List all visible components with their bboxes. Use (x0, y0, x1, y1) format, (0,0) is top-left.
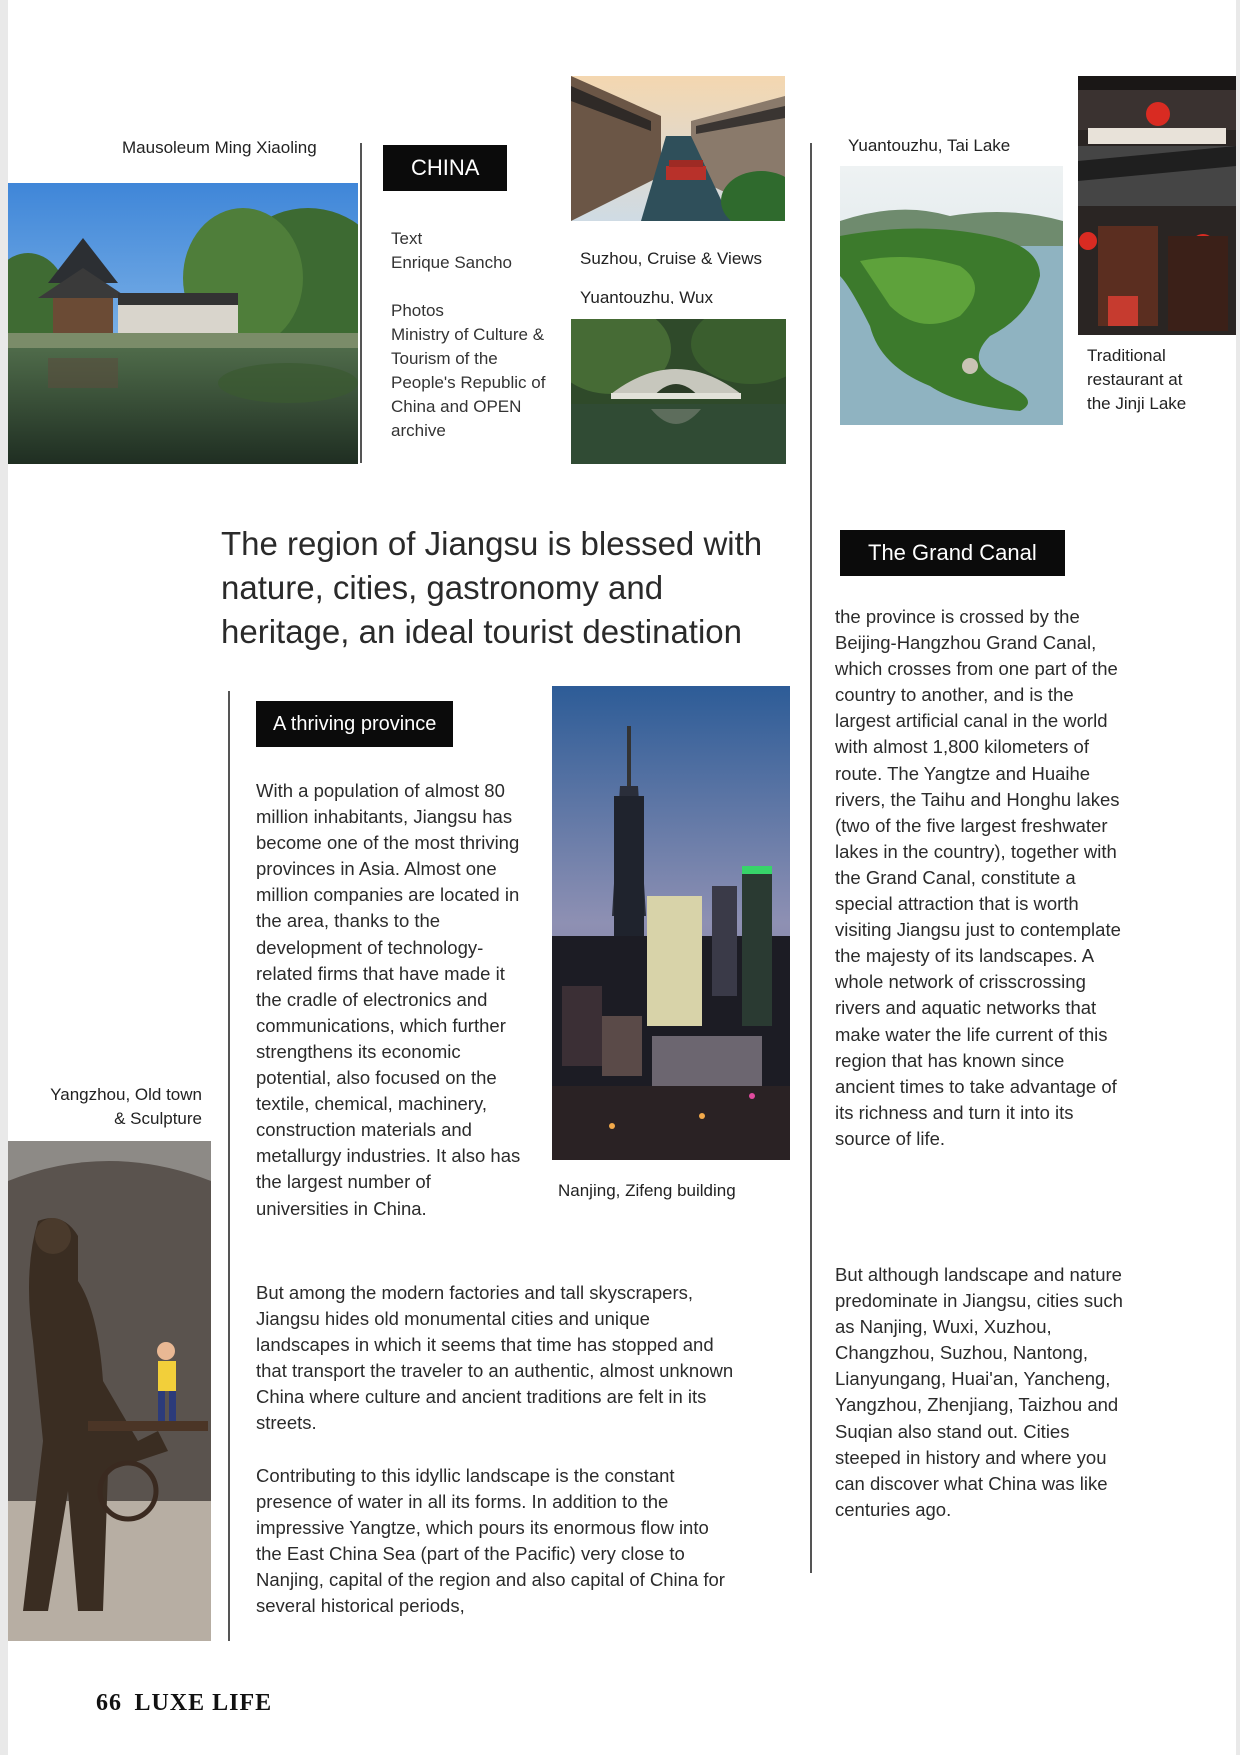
photo-tai-lake-aerial (840, 166, 1063, 425)
photo-suzhou-canal (571, 76, 785, 221)
caption-mausoleum: Mausoleum Ming Xiaoling (122, 138, 317, 157)
footer-folio (96, 1690, 272, 1717)
body-grand-canal-2: But although landscape and nature predominate in Jiangsu, cities such as Nanjing, Wuxi, Xuzhou, Changzhou, Suzhou, Nantong, Lianyungang, Huai'an, Yancheng, Yangzhou, Zhenjiang, Taizhou and Suqian also stand out. Cities steeped in history and where you can discover what China was like centuries ago. (835, 1264, 1123, 1520)
center-rule (810, 143, 812, 1573)
body-grand-canal-1: the province is crossed by the Beijing-Hangzhou Grand Canal, which crosses from one part of the country to another, and is the largest artificial canal in the world with almost 1,800 kilometers of route. The Yangtze and Huaihe rivers, the Taihu and Honghu lakes (two of the five largest freshwater lakes in the country), together with the Grand Canal, constitute a special attraction that is worth visiting Jiangsu just to contemplate the majesty of its landscapes. A whole network of crisscrossing rivers and aquatic networks that make water the life current of this region that has known since ancient times to take advantage of its richness and turn it into its source of life. (835, 606, 1121, 1149)
photo-yuantouzhu-bridge (571, 319, 786, 464)
caption-yuantouzhu-wux: Yuantouzhu, Wux (580, 288, 713, 304)
tag-china: CHINA (383, 145, 507, 191)
body-thriving-narrow: With a population of almost 80 million inhabitants, Jiangsu has become one of the most thriving provinces in Asia. Almost one million companies are located in the area, thanks to the development of technology-related firms that have made it the cradle of electronics and communications, which further strengthens its economic potential, also focused on the textile, chemical, machinery, construction materials and metallurgy industries. It also has the largest number of universities in China. (256, 780, 521, 1219)
caption-yangzhou: Yangzhou, Old town & Sculpture (50, 1085, 202, 1128)
body-thriving-wide-2: Contributing to this idyllic landscape is the constant presence of water in all its forms. In addition to the impressive Yangtze, which pours its enormous flow into the East China Sea (part of the Pacific) very close to Nanjing, capital of the region and also capital of China for several historical periods, (256, 1465, 725, 1617)
magazine-name: LUXE LIFE (134, 1690, 273, 1716)
caption-suzhou: Suzhou, Cruise & Views (580, 249, 763, 268)
column-rule (360, 143, 362, 463)
credits-text-label: Text (391, 229, 423, 248)
credits-text-author: Enrique Sancho (391, 253, 512, 272)
credits (391, 227, 556, 443)
body-thriving-wide-1: But among the modern factories and tall skyscrapers, Jiangsu hides old monumental cities and unique landscapes in which it seems that time has stopped and that transport the traveler to an authentic, almost unknown China where culture and ancient traditions are felt in its streets. (256, 1282, 734, 1434)
headline: The region of Jiangsu is blessed with nature, cities, gastronomy and heritage, an ideal tourist destination (221, 525, 763, 650)
photo-nanjing-zifeng (552, 686, 790, 1160)
credits-photos-source: Ministry of Culture & Tourism of the People's Republic of China and OPEN archive (391, 325, 546, 440)
caption-restaurant: Traditional restaurant at the Jinji Lake (1087, 346, 1187, 413)
photo-traditional-restaurant (1078, 76, 1236, 335)
credits-photos-label: Photos (391, 301, 444, 320)
left-column-rule (228, 691, 230, 1641)
tag-grand-canal: The Grand Canal (840, 530, 1065, 576)
caption-nanjing: Nanjing, Zifeng building (558, 1181, 736, 1200)
photo-mausoleum-pavilion (8, 183, 358, 464)
page-number: 66 (96, 1690, 122, 1716)
photo-yangzhou-sculpture (8, 1141, 211, 1641)
tag-thriving-province: A thriving province (256, 701, 453, 747)
caption-yuantouzhu-tai: Yuantouzhu, Tai Lake (848, 136, 1011, 155)
